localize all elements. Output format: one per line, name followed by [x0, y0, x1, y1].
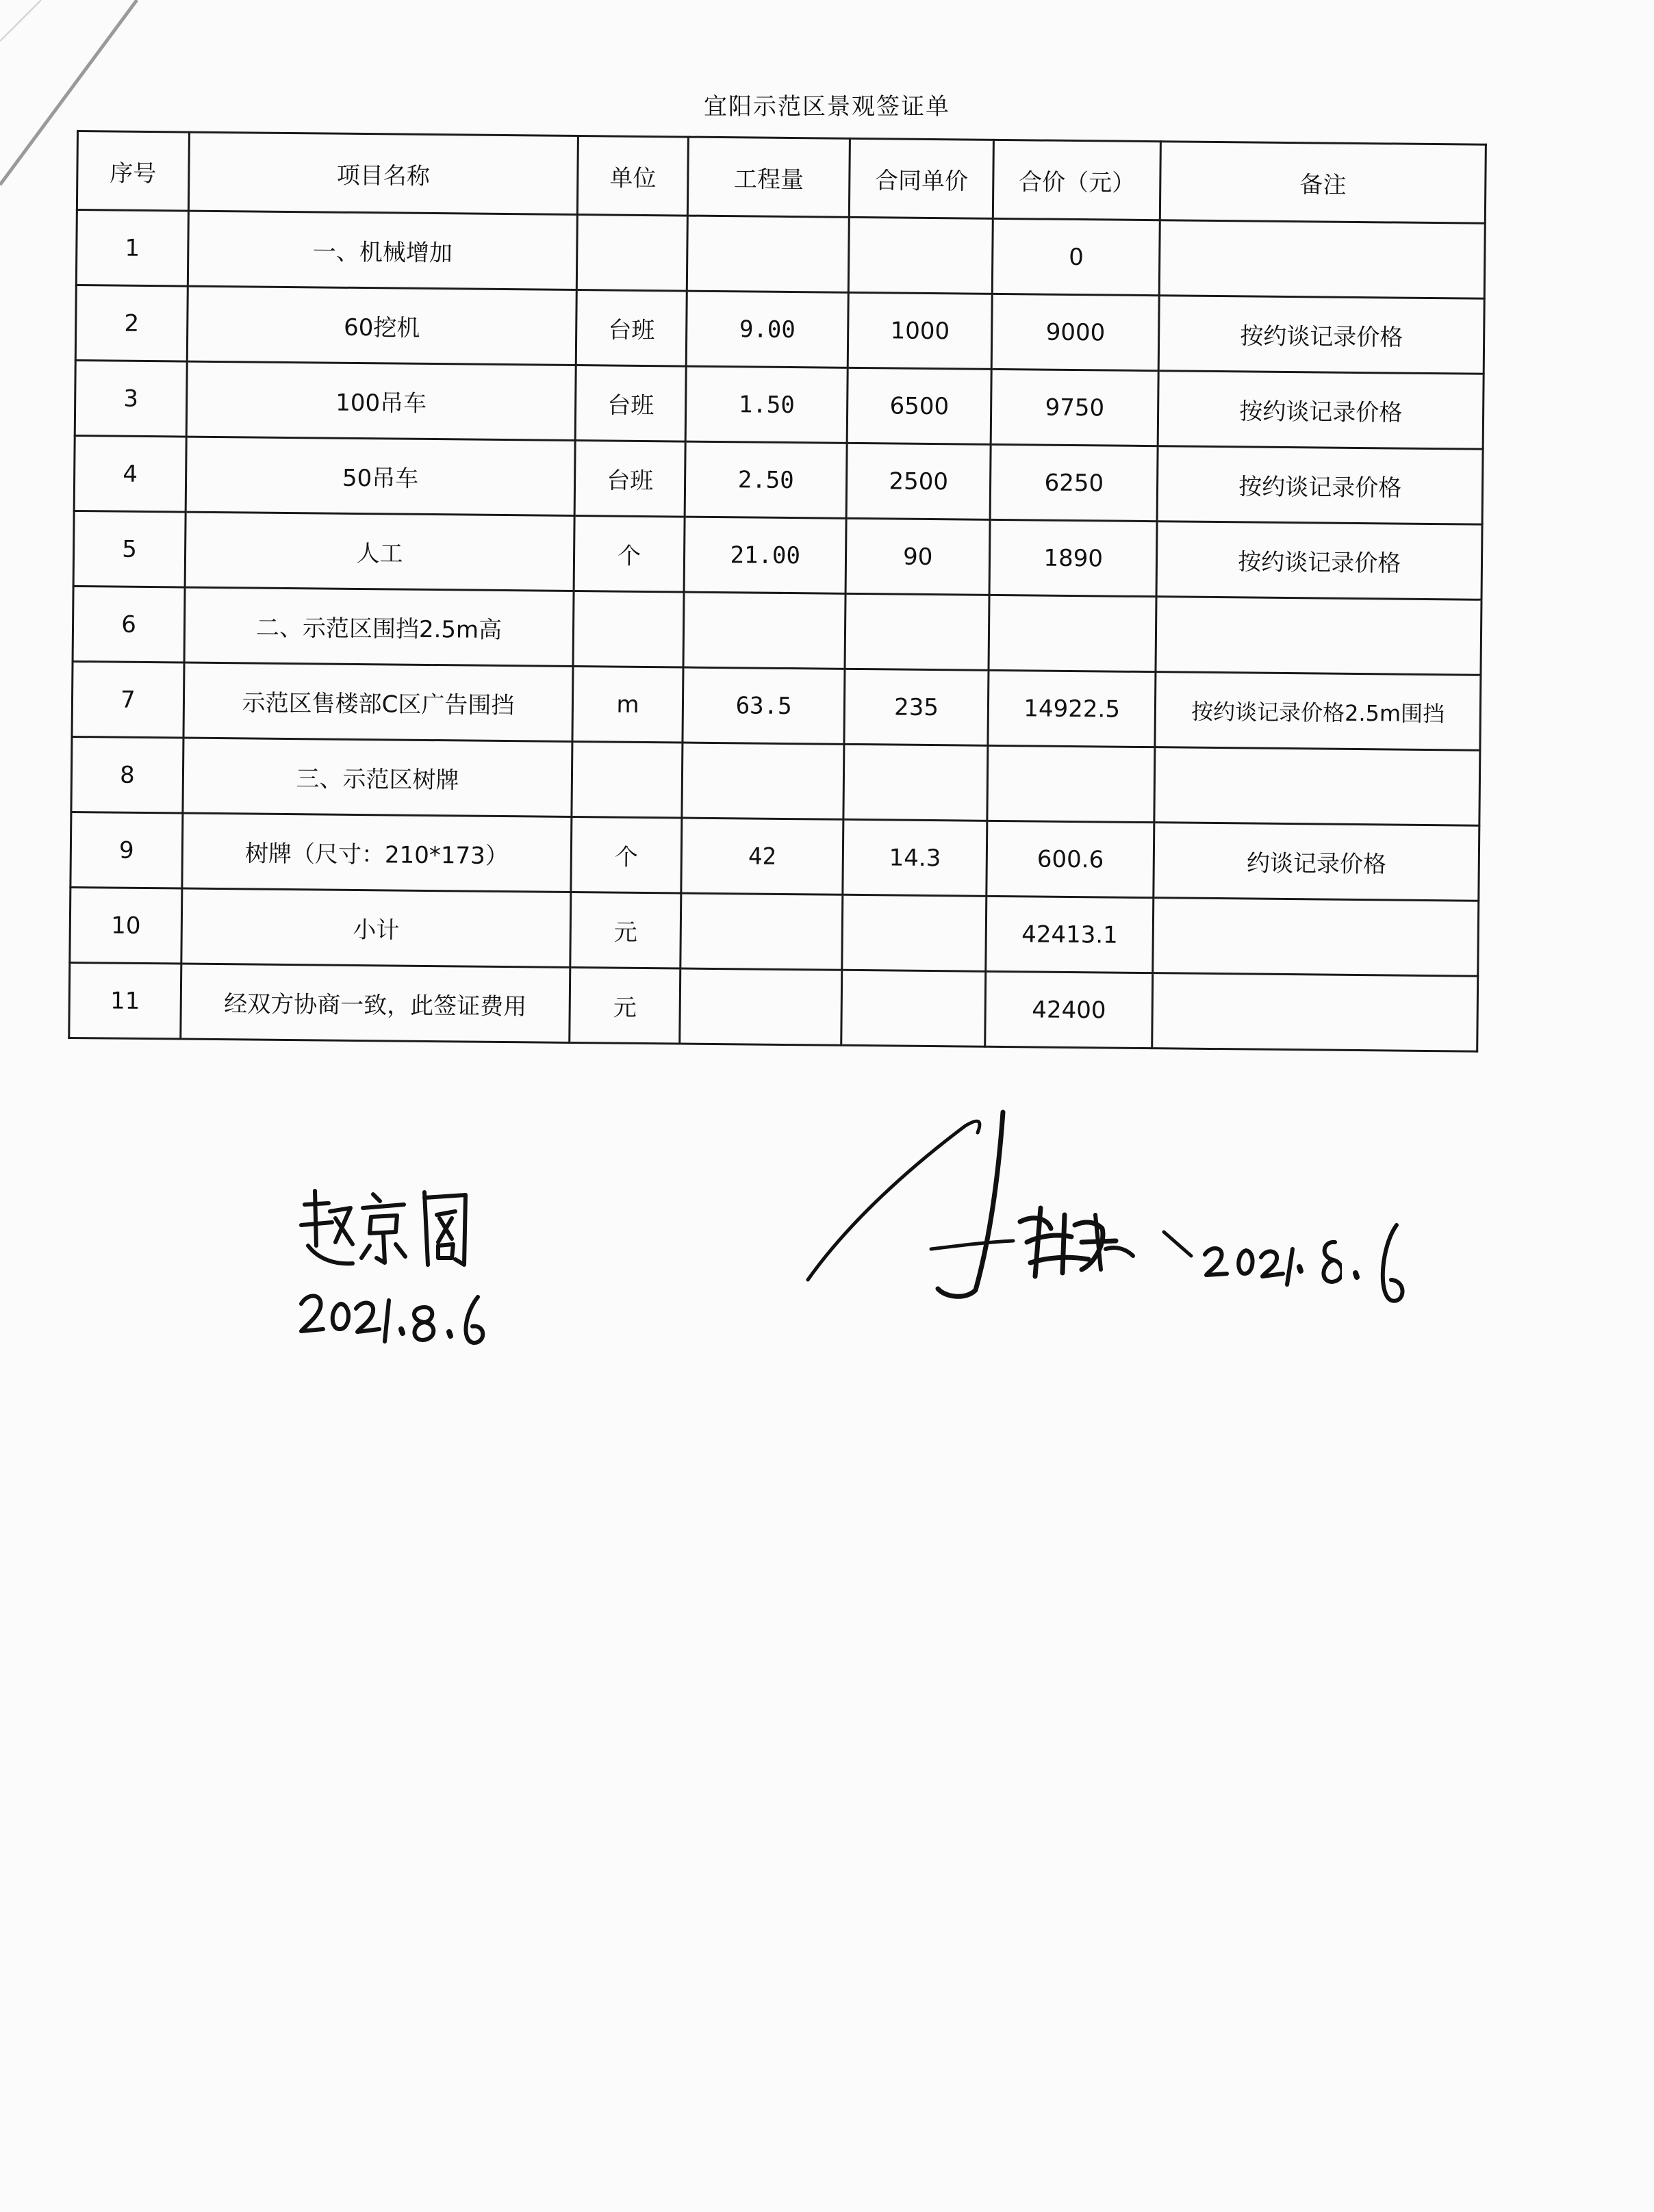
header-unit-price: 合同单价	[850, 138, 994, 218]
cell-total	[989, 595, 1156, 671]
header-no: 序号	[77, 131, 189, 211]
cell-unit: 元	[570, 967, 680, 1044]
cell-name: 示范区售楼部C区广告围挡	[183, 663, 573, 741]
cell-total: 14922.5	[988, 670, 1156, 747]
cell-unit: 个	[574, 516, 685, 593]
cell-total: 9750	[991, 369, 1158, 446]
cell-unit: 元	[570, 892, 681, 968]
cell-no: 3	[75, 360, 187, 437]
table-row	[75, 285, 1484, 374]
cell-note: 按约谈记录价格	[1158, 446, 1484, 525]
cell-quantity: 42	[681, 818, 843, 895]
cell-unit-price	[842, 895, 987, 971]
cell-unit-price	[843, 744, 988, 821]
cell-name: 二、示范区围挡2.5m高	[184, 587, 574, 666]
cell-unit-price: 2500	[846, 443, 991, 519]
cell-unit	[576, 215, 687, 292]
cell-no: 1	[76, 210, 188, 287]
cell-name: 60挖机	[187, 286, 576, 365]
cell-unit: 个	[571, 816, 682, 893]
cell-unit-price	[849, 217, 993, 294]
table-row	[75, 360, 1484, 449]
handwritten-signature-1	[288, 1177, 507, 1362]
cell-quantity: 63.5	[683, 667, 845, 744]
cell-quantity	[680, 893, 843, 970]
cell-unit: 台班	[576, 290, 687, 367]
cell-unit: 台班	[574, 441, 685, 517]
cell-unit: 台班	[575, 365, 686, 442]
cell-quantity	[683, 592, 845, 669]
cell-quantity: 21.00	[684, 517, 846, 593]
cell-no: 7	[72, 661, 184, 738]
cell-note	[1153, 898, 1479, 977]
table-row	[76, 210, 1485, 299]
cell-note: 按约谈记录价格	[1159, 296, 1485, 374]
cell-name: 100吊车	[186, 361, 576, 440]
cell-note	[1152, 973, 1478, 1052]
table-row	[71, 736, 1480, 825]
document-title: 宜阳示范区景观签证单	[704, 93, 950, 120]
table-header-row	[77, 131, 1486, 224]
cell-total: 42413.1	[986, 896, 1154, 973]
cell-unit	[573, 591, 684, 668]
cell-note	[1156, 597, 1481, 676]
cell-quantity: 9.00	[686, 291, 848, 368]
cell-note	[1154, 747, 1480, 826]
table-row	[72, 661, 1481, 750]
header-name: 项目名称	[188, 132, 578, 214]
cell-quantity	[680, 968, 842, 1045]
cell-name: 人工	[185, 512, 574, 591]
cell-quantity	[682, 743, 844, 819]
cell-unit-price	[841, 970, 986, 1046]
table-row	[74, 435, 1483, 524]
cell-no: 6	[73, 586, 185, 663]
cell-note: 按约谈记录价格2.5m围挡	[1155, 672, 1481, 751]
table-row	[73, 586, 1481, 675]
cell-total: 600.6	[987, 821, 1154, 897]
cell-total: 9000	[991, 294, 1159, 370]
cell-note	[1160, 220, 1486, 299]
header-note: 备注	[1160, 142, 1486, 224]
cell-no: 5	[73, 511, 186, 587]
cell-note: 按约谈记录价格	[1158, 371, 1484, 450]
cell-name: 小计	[181, 888, 571, 967]
cell-no: 11	[69, 962, 181, 1039]
cell-unit-price	[845, 593, 989, 670]
visa-sheet	[68, 130, 1487, 1053]
cell-unit	[572, 741, 683, 818]
cell-no: 2	[75, 285, 188, 362]
cell-unit-price: 1000	[848, 292, 992, 369]
table-row	[73, 511, 1482, 600]
cell-no: 9	[71, 812, 183, 888]
visa-table	[68, 130, 1487, 1053]
cell-no: 8	[71, 736, 183, 813]
cell-note: 约谈记录价格	[1154, 823, 1479, 901]
cell-unit-price: 90	[845, 518, 990, 595]
cell-total	[987, 745, 1155, 822]
cell-name: 树牌（尺寸：210*173）	[182, 813, 572, 892]
cell-unit: m	[572, 666, 683, 743]
handwritten-signature-2	[794, 1105, 1342, 1304]
cell-no: 10	[70, 887, 182, 964]
cell-unit-price: 235	[844, 669, 989, 745]
cell-total: 42400	[985, 971, 1153, 1048]
handwritten-date-2-tail	[1342, 1218, 1424, 1314]
cell-name: 经双方协商一致，此签证费用	[181, 964, 570, 1042]
cell-quantity	[687, 216, 849, 292]
cell-note: 按约谈记录价格	[1156, 522, 1482, 600]
cell-total: 6250	[990, 444, 1158, 521]
cell-no: 4	[74, 435, 186, 512]
header-total: 合价（元）	[993, 140, 1160, 220]
cell-quantity: 1.50	[685, 366, 848, 443]
header-quantity: 工程量	[687, 137, 850, 217]
table-row	[70, 887, 1479, 976]
cell-unit-price: 14.3	[843, 819, 987, 896]
cell-name: 一、机械增加	[188, 211, 577, 290]
cell-total: 0	[992, 218, 1160, 295]
header-unit: 单位	[577, 136, 688, 216]
table-row	[69, 962, 1478, 1051]
cell-quantity: 2.50	[685, 441, 847, 518]
cell-total: 1890	[989, 519, 1157, 596]
cell-unit-price: 6500	[847, 368, 991, 444]
table-row	[71, 812, 1479, 901]
cell-name: 三、示范区树牌	[183, 738, 572, 816]
cell-name: 50吊车	[186, 437, 575, 515]
